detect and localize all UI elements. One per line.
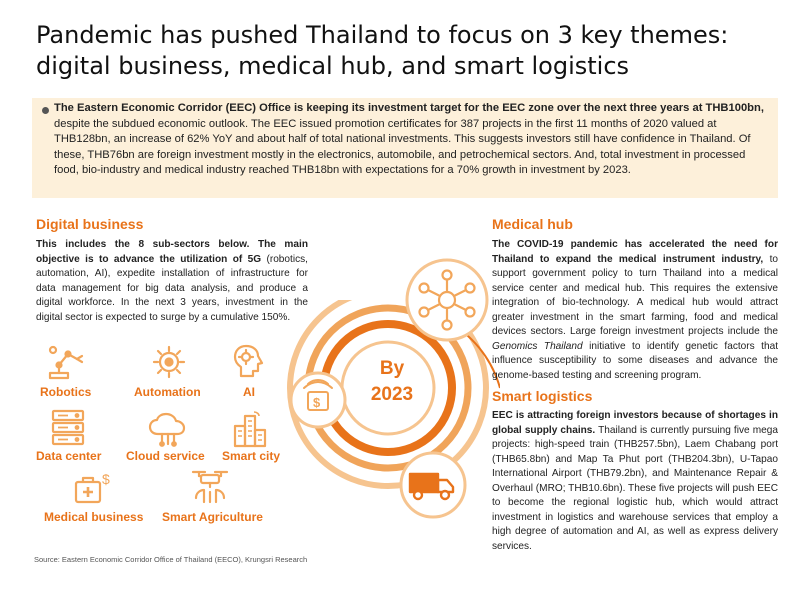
smart-city-icon — [232, 410, 268, 448]
digital-business-heading: Digital business — [36, 216, 144, 232]
summary-callout — [32, 98, 778, 198]
automation-label: Automation — [134, 385, 201, 399]
title-line-2: digital business, medical hub, and smart logistics — [36, 52, 630, 80]
cloud-service-icon — [148, 412, 188, 448]
network-node-icon — [402, 255, 492, 345]
medical-bold-lead: The COVID-19 pandemic has accelerated the need for Thailand to expand the medical instrument industry, — [492, 239, 778, 265]
medical-body-2: initiative to identify genetic factors that influence susceptibility to some diseases and advance the genome-based testing and screening program. — [492, 340, 778, 381]
year-label: 2023 — [370, 384, 414, 405]
digital-business-text — [36, 238, 308, 325]
summary-text — [54, 101, 772, 179]
ai-label: AI — [243, 385, 255, 399]
by-label: By — [379, 358, 405, 379]
cloud-service-label: Cloud service — [126, 449, 205, 463]
data-center-icon — [50, 408, 86, 448]
medical-italic: Genomics Thailand — [492, 340, 583, 352]
logistics-bold-lead: EEC is attracting foreign investors because of shortages in global supply chains. — [492, 410, 778, 436]
medical-body-1: to support government policy to turn Thailand into a medical service center and medical hub. This requires the extensive integration of bio-technology. A medical hub would attract greater investment in the smart farming, food and medical devices sectors. Large foreign investment projects include the — [492, 253, 778, 337]
truck-node-icon — [398, 450, 468, 520]
data-center-label: Data center — [36, 449, 102, 463]
robotics-icon — [48, 344, 88, 380]
smart-city-label: Smart city — [222, 449, 281, 463]
medical-business-label: Medical business — [44, 510, 144, 524]
digital-bold-lead: This includes the 8 sub-sectors below. The main objective is to advance the utilization of 5G — [36, 239, 308, 265]
logistics-body: Thailand is currently pursuing five mega projects: high-speed train (THB257.5bn), Laem Chabang port (THB65.8bn) and Map Ta Phut port (THB204.3bn), U-Tapao International Airport (THB79.2bn), and Maintenance Repair & Overhaul (MRO; THB10.6bn). These five projects will push EEC to become the regional logistic hub, which would attract investment in logistics and warehouse services that employ a high degree of automation and AI, as well as express delivery services. — [492, 424, 778, 552]
smart-agriculture-label: Smart Agriculture — [162, 510, 263, 524]
page-title — [36, 20, 776, 82]
source-note: Source: Eastern Economic Corridor Office of Thailand (EECO), Krungsri Research — [34, 555, 308, 564]
robotics-label: Robotics — [40, 385, 92, 399]
ai-icon — [232, 342, 268, 380]
title-line-1: Pandemic has pushed Thailand to focus on 3 key themes: — [36, 21, 729, 49]
smart-agriculture-icon — [190, 468, 230, 506]
digital-body: (robotics, automation, AI), expedite installation of infrastructure for data management for big data analysis, and produce a digital workforce. In the next 3 years, investment in the digital sector is expected to surge by a cumulative 150%. — [36, 253, 308, 323]
automation-icon — [150, 344, 188, 380]
bullet-icon — [42, 107, 49, 114]
summary-bold-lead: The Eastern Economic Corridor (EEC) Office is keeping its investment target for the EEC zone over the next three years at THB100bn, — [54, 102, 764, 114]
medical-hub-text — [492, 238, 778, 383]
svg-text:$: $ — [313, 395, 321, 410]
summary-body: despite the subdued economic outlook. The EEC issued promotion certificates for 387 projects in the first 11 months of 2020 valued at THB128bn, an increase of 62% YoY and about half of total national investments. This suggests investors still have confidence in Thailand. Of these, THB76bn are foreign investment mostly in the electronics, automobile, and petrochemical sectors. And, total investment in processed food, bio-industry and medical industry reached THB18bn with expectations for a 70% growth in investment by 2023. — [54, 117, 751, 177]
medical-business-icon — [74, 470, 112, 506]
medical-hub-heading: Medical hub — [492, 216, 573, 232]
smart-logistics-text — [492, 409, 778, 554]
finance-node-icon — [288, 370, 348, 430]
svg-text:$: $ — [102, 471, 110, 487]
smart-logistics-heading: Smart logistics — [492, 388, 593, 404]
